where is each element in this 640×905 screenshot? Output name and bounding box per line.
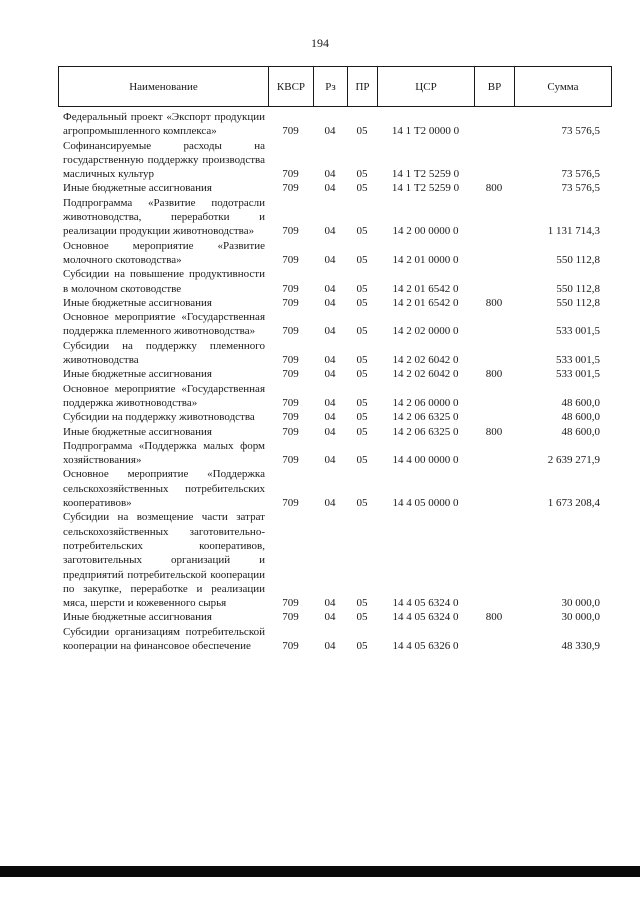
row-csr: 14 2 00 0000 0 bbox=[392, 225, 459, 238]
row-kvsr: 709 bbox=[282, 454, 299, 467]
row-rz: 04 bbox=[324, 282, 336, 295]
row-vr: 800 bbox=[485, 611, 503, 624]
row-sum: 533 001,5 bbox=[556, 368, 600, 381]
table-row bbox=[0, 610, 640, 624]
row-rz: 04 bbox=[324, 411, 336, 424]
row-vr: 800 bbox=[485, 368, 503, 381]
row-pr: 05 bbox=[356, 354, 368, 367]
row-csr: 14 1 Т2 5259 0 bbox=[391, 182, 460, 195]
row-csr: 14 1 Т2 5259 0 bbox=[391, 168, 460, 181]
row-rz: 04 bbox=[324, 368, 336, 381]
table-row bbox=[0, 439, 640, 468]
row-sum: 48 600,0 bbox=[561, 411, 600, 424]
row-kvsr: 709 bbox=[282, 411, 299, 424]
table-header bbox=[58, 66, 612, 107]
row-pr: 05 bbox=[356, 639, 368, 652]
row-vr: 800 bbox=[485, 182, 503, 195]
row-csr: 14 1 Т2 0000 0 bbox=[391, 125, 460, 138]
row-name: Подпрограмма «Развитие подотрасли животноводства, переработки и реализации продукции животноводства» bbox=[63, 196, 265, 238]
row-sum: 30 000,0 bbox=[561, 597, 600, 610]
row-name: Основное мероприятие «Государственная поддержка племенного животноводства» bbox=[63, 311, 265, 338]
row-sum: 48 600,0 bbox=[561, 396, 600, 409]
row-name: Иные бюджетные ассигнования bbox=[63, 611, 212, 624]
row-name: Софинансируемые расходы на государственную поддержку производства масличных культур bbox=[63, 139, 265, 181]
row-kvsr: 709 bbox=[282, 639, 299, 652]
row-sum: 1 673 208,4 bbox=[547, 497, 600, 510]
table-row bbox=[0, 310, 640, 339]
row-sum: 550 112,8 bbox=[556, 282, 600, 295]
row-kvsr: 709 bbox=[282, 182, 299, 195]
row-pr: 05 bbox=[356, 296, 368, 309]
row-csr: 14 4 05 6324 0 bbox=[392, 611, 459, 624]
row-name: Иные бюджетные ассигнования bbox=[63, 425, 212, 438]
row-pr: 05 bbox=[356, 168, 368, 181]
row-name: Субсидии на повышение продуктивности в молочном скотоводстве bbox=[63, 268, 265, 295]
row-kvsr: 709 bbox=[282, 368, 299, 381]
row-kvsr: 709 bbox=[282, 497, 299, 510]
column-header-vr: ВР bbox=[475, 67, 515, 107]
row-csr: 14 2 02 6042 0 bbox=[392, 368, 459, 381]
row-rz: 04 bbox=[324, 425, 336, 438]
row-kvsr: 709 bbox=[282, 425, 299, 438]
table-row bbox=[0, 267, 640, 296]
row-csr: 14 2 06 6325 0 bbox=[392, 411, 459, 424]
row-sum: 73 576,5 bbox=[561, 168, 600, 181]
row-csr: 14 2 02 0000 0 bbox=[392, 325, 459, 338]
row-kvsr: 709 bbox=[282, 282, 299, 295]
table-row bbox=[0, 196, 640, 239]
row-rz: 04 bbox=[324, 639, 336, 652]
column-header-csr: ЦСР bbox=[378, 67, 475, 107]
column-header-sum: Сумма bbox=[515, 67, 612, 107]
row-pr: 05 bbox=[356, 425, 368, 438]
table-row bbox=[0, 625, 640, 654]
table-row bbox=[0, 296, 640, 310]
row-rz: 04 bbox=[324, 296, 336, 309]
row-sum: 550 112,8 bbox=[556, 253, 600, 266]
table-row bbox=[0, 467, 640, 510]
row-pr: 05 bbox=[356, 225, 368, 238]
row-vr: 800 bbox=[485, 425, 503, 438]
row-rz: 04 bbox=[324, 225, 336, 238]
row-pr: 05 bbox=[356, 253, 368, 266]
row-kvsr: 709 bbox=[282, 125, 299, 138]
column-header-pr: ПР bbox=[348, 67, 378, 107]
table-row bbox=[0, 425, 640, 439]
table-row bbox=[0, 367, 640, 381]
row-csr: 14 4 05 6324 0 bbox=[392, 597, 459, 610]
row-csr: 14 2 06 6325 0 bbox=[392, 425, 459, 438]
column-header-kvsr: КВСР bbox=[269, 67, 314, 107]
row-name: Основное мероприятие «Развитие молочного скотоводства» bbox=[63, 239, 265, 266]
row-rz: 04 bbox=[324, 168, 336, 181]
row-kvsr: 709 bbox=[282, 253, 299, 266]
row-csr: 14 2 01 0000 0 bbox=[392, 253, 459, 266]
row-sum: 550 112,8 bbox=[556, 296, 600, 309]
row-name: Федеральный проект «Экспорт продукции агропромышленного комплекса» bbox=[63, 111, 265, 138]
table-row bbox=[0, 339, 640, 368]
row-rz: 04 bbox=[324, 125, 336, 138]
row-rz: 04 bbox=[324, 454, 336, 467]
row-pr: 05 bbox=[356, 611, 368, 624]
row-pr: 05 bbox=[356, 597, 368, 610]
scan-edge-bar bbox=[0, 866, 640, 877]
row-kvsr: 709 bbox=[282, 354, 299, 367]
row-csr: 14 2 01 6542 0 bbox=[392, 296, 459, 309]
row-sum: 48 600,0 bbox=[561, 425, 600, 438]
row-rz: 04 bbox=[324, 396, 336, 409]
row-rz: 04 bbox=[324, 354, 336, 367]
row-name: Иные бюджетные ассигнования bbox=[63, 296, 212, 309]
row-csr: 14 2 06 0000 0 bbox=[392, 396, 459, 409]
row-rz: 04 bbox=[324, 611, 336, 624]
table-row bbox=[0, 239, 640, 268]
row-csr: 14 2 01 6542 0 bbox=[392, 282, 459, 295]
column-header-rz: Рз bbox=[314, 67, 348, 107]
row-name: Субсидии на возмещение части затрат сельскохозяйственных заготовительно-потребительских кооперативов, заготовительных организаций и предприятий потребительской кооперации по закупке, переработке и реализации мяса, шерсти и кожевенного сырья bbox=[63, 511, 265, 610]
row-kvsr: 709 bbox=[282, 611, 299, 624]
row-csr: 14 4 05 6326 0 bbox=[392, 639, 459, 652]
row-name: Субсидии организациям потребительской кооперации на финансовое обеспечение bbox=[63, 625, 265, 652]
row-rz: 04 bbox=[324, 497, 336, 510]
row-csr: 14 4 00 0000 0 bbox=[392, 454, 459, 467]
row-name: Иные бюджетные ассигнования bbox=[63, 368, 212, 381]
row-kvsr: 709 bbox=[282, 225, 299, 238]
row-pr: 05 bbox=[356, 368, 368, 381]
row-kvsr: 709 bbox=[282, 597, 299, 610]
row-pr: 05 bbox=[356, 282, 368, 295]
row-rz: 04 bbox=[324, 325, 336, 338]
row-kvsr: 709 bbox=[282, 396, 299, 409]
row-kvsr: 709 bbox=[282, 325, 299, 338]
row-pr: 05 bbox=[356, 325, 368, 338]
row-pr: 05 bbox=[356, 497, 368, 510]
row-sum: 73 576,5 bbox=[561, 182, 600, 195]
table-row bbox=[0, 181, 640, 195]
table-body bbox=[0, 110, 640, 653]
row-sum: 533 001,5 bbox=[556, 354, 600, 367]
row-name: Субсидии на поддержку животноводства bbox=[63, 411, 255, 424]
row-name: Субсидии на поддержку племенного животноводства bbox=[63, 339, 265, 367]
row-name: Иные бюджетные ассигнования bbox=[63, 182, 212, 195]
table-row bbox=[0, 510, 640, 610]
row-sum: 48 330,9 bbox=[561, 639, 600, 652]
row-rz: 04 bbox=[324, 597, 336, 610]
row-sum: 2 639 271,9 bbox=[547, 454, 600, 467]
row-pr: 05 bbox=[356, 411, 368, 424]
row-pr: 05 bbox=[356, 454, 368, 467]
row-name: Основное мероприятие «Государственная поддержка животноводства» bbox=[63, 382, 265, 409]
row-csr: 14 4 05 0000 0 bbox=[392, 497, 459, 510]
row-name: Подпрограмма «Поддержка малых форм хозяйствования» bbox=[63, 439, 265, 467]
table-row bbox=[0, 110, 640, 139]
row-pr: 05 bbox=[356, 125, 368, 138]
row-kvsr: 709 bbox=[282, 296, 299, 309]
row-sum: 73 576,5 bbox=[561, 125, 600, 138]
column-header-name: Наименование bbox=[59, 67, 269, 107]
table-row bbox=[0, 382, 640, 411]
row-sum: 30 000,0 bbox=[561, 611, 600, 624]
row-kvsr: 709 bbox=[282, 168, 299, 181]
row-csr: 14 2 02 6042 0 bbox=[392, 354, 459, 367]
table-row bbox=[0, 410, 640, 424]
page-number: 194 bbox=[311, 36, 329, 50]
row-vr: 800 bbox=[485, 296, 503, 309]
table-row bbox=[0, 139, 640, 182]
row-rz: 04 bbox=[324, 182, 336, 195]
row-sum: 1 131 714,3 bbox=[547, 225, 600, 238]
row-rz: 04 bbox=[324, 253, 336, 266]
row-sum: 533 001,5 bbox=[556, 325, 600, 338]
row-pr: 05 bbox=[356, 396, 368, 409]
row-pr: 05 bbox=[356, 182, 368, 195]
row-name: Основное мероприятие «Поддержка сельскохозяйственных потребительских кооперативов» bbox=[63, 468, 265, 510]
